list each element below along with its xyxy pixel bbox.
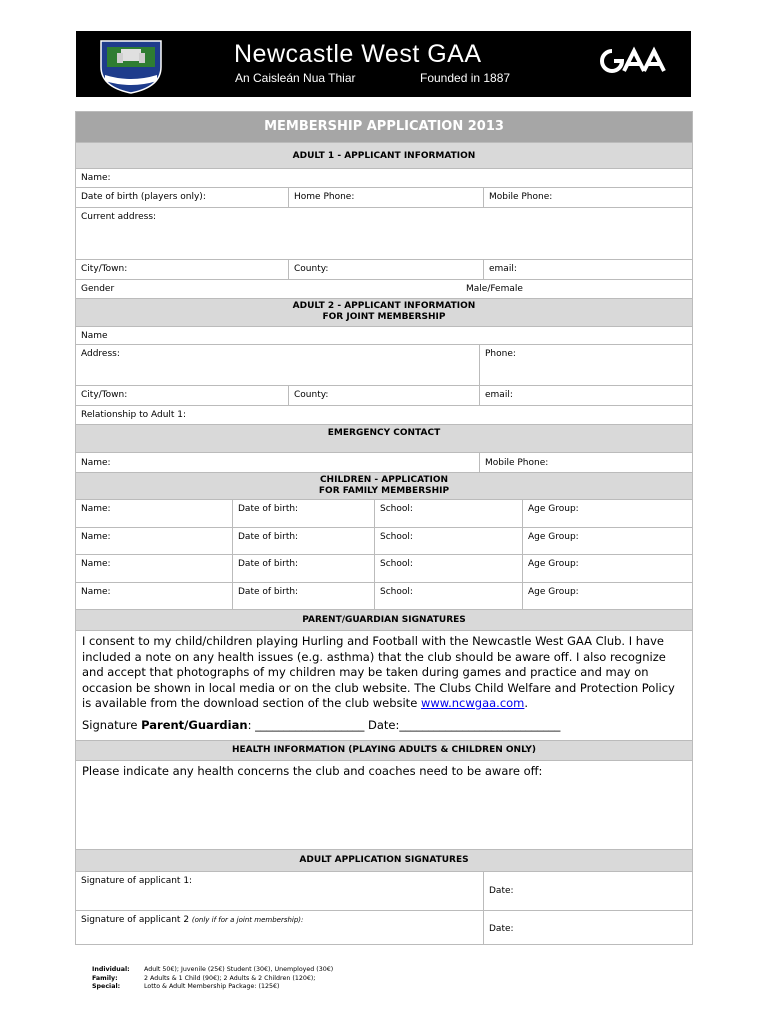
parent-sig-bold: Parent/Guardian <box>141 717 248 732</box>
health-notes-field[interactable] <box>76 760 692 849</box>
parent-sig-prefix: Signature <box>82 717 142 732</box>
adult1-address-row <box>76 207 692 259</box>
child-name-field[interactable]: Name: <box>81 559 111 569</box>
emergency-row <box>76 452 692 472</box>
parent-sig-rest: : ___________________ Date:____________________________ <box>247 717 561 732</box>
child-school-field[interactable]: School: <box>374 583 522 609</box>
section-header-health: HEALTH INFORMATION (PLAYING ADULTS & CHILDREN ONLY) <box>76 740 692 760</box>
child-dob-field[interactable]: Date of birth: <box>232 583 374 609</box>
section-header-adult1: ADULT 1 - APPLICANT INFORMATION <box>76 142 692 168</box>
applicant2-date-field[interactable]: Date: <box>483 911 692 945</box>
club-crest-icon <box>95 37 167 95</box>
adult2-phone-field[interactable]: Phone: <box>479 345 692 385</box>
section-header-signatures: ADULT APPLICATION SIGNATURES <box>76 849 692 871</box>
applicant2-sig-label: Signature of applicant 2 <box>81 915 192 925</box>
adult1-dob-field[interactable]: Date of birth (players only): <box>81 192 206 202</box>
fee-label: Individual: <box>92 966 130 973</box>
adult1-home-phone-field[interactable]: Home Phone: <box>288 188 483 207</box>
fee-line-family <box>92 975 333 984</box>
applicant1-signature-field[interactable]: Signature of applicant 1: <box>81 876 193 886</box>
membership-fees <box>92 966 333 992</box>
child-dob-field[interactable]: Date of birth: <box>232 528 374 554</box>
club-name: Newcastle West GAA <box>234 40 482 68</box>
child-row <box>76 554 692 582</box>
adult1-city-field[interactable]: City/Town: <box>81 264 128 274</box>
adult1-city-row <box>76 259 692 279</box>
child-age-group-field[interactable]: Age Group: <box>522 583 692 609</box>
adult2-header-line1: ADULT 2 - APPLICANT INFORMATION <box>292 301 476 311</box>
header-banner <box>76 31 691 97</box>
child-school-field[interactable]: School: <box>374 500 522 527</box>
child-age-group-field[interactable]: Age Group: <box>522 500 692 527</box>
applicant1-signature-row <box>76 871 692 910</box>
adult2-name-row <box>76 326 692 344</box>
adult2-address-row <box>76 344 692 385</box>
consent-period: . <box>524 696 529 710</box>
child-row <box>76 582 692 609</box>
child-school-field[interactable]: School: <box>374 555 522 582</box>
fee-line-special <box>92 983 333 992</box>
form-title: MEMBERSHIP APPLICATION 2013 <box>76 112 692 142</box>
applicant2-signature-row <box>76 910 692 945</box>
adult2-relationship-field[interactable]: Relationship to Adult 1: <box>81 410 187 420</box>
fee-text: Adult 50€); Juvenile (25€) Student (30€), Unemployed (30€) <box>144 966 334 973</box>
applicant2-signature-field[interactable] <box>76 911 483 945</box>
adult2-county-field[interactable]: County: <box>288 386 479 405</box>
child-dob-field[interactable]: Date of birth: <box>232 555 374 582</box>
adult1-county-field[interactable]: County: <box>288 260 483 279</box>
child-name-field[interactable]: Name: <box>81 504 111 514</box>
section-header-emergency: EMERGENCY CONTACT <box>76 424 692 452</box>
child-row <box>76 527 692 554</box>
club-irish-name: An Caisleán Nua Thiar <box>235 71 356 85</box>
child-age-group-field[interactable]: Age Group: <box>522 555 692 582</box>
applicant1-date-field[interactable]: Date: <box>483 872 692 910</box>
child-row <box>76 499 692 527</box>
children-header-line1: CHILDREN - APPLICATION <box>319 475 449 485</box>
children-header-line2: FOR FAMILY MEMBERSHIP <box>318 486 450 496</box>
consent-paragraph <box>76 630 692 740</box>
adult1-email-field[interactable]: email: <box>483 260 692 279</box>
applicant2-sig-note: (only if for a joint membership): <box>191 916 304 924</box>
adult1-gender-label: Gender <box>81 284 115 294</box>
emergency-mobile-field[interactable]: Mobile Phone: <box>479 453 692 472</box>
adult1-mobile-phone-field[interactable]: Mobile Phone: <box>483 188 692 207</box>
adult1-name-row <box>76 168 692 187</box>
child-school-field[interactable]: School: <box>374 528 522 554</box>
parent-signature-line[interactable] <box>82 718 686 734</box>
section-header-parent: PARENT/GUARDIAN SIGNATURES <box>76 609 692 630</box>
club-website-link[interactable]: www.ncwgaa.com <box>420 696 525 710</box>
adult2-email-field[interactable]: email: <box>479 386 692 405</box>
adult2-city-field[interactable]: City/Town: <box>81 390 128 400</box>
fee-text: Lotto & Adult Membership Package: (125€) <box>144 983 280 990</box>
adult2-header-line2: FOR JOINT MEMBERSHIP <box>322 312 446 322</box>
adult1-gender-options[interactable]: Male/Female <box>466 284 523 294</box>
adult2-city-row <box>76 385 692 405</box>
fee-label: Family: <box>92 974 118 982</box>
adult2-relationship-row <box>76 405 692 424</box>
section-header-adult2 <box>76 298 692 326</box>
adult2-name-field[interactable]: Name <box>81 331 108 341</box>
gaa-logo-icon <box>596 45 674 77</box>
adult1-name-field[interactable]: Name: <box>81 173 111 183</box>
child-name-field[interactable]: Name: <box>81 587 111 597</box>
membership-form <box>75 111 693 945</box>
section-header-children <box>76 472 692 499</box>
emergency-name-field[interactable]: Name: <box>81 458 111 468</box>
child-name-field[interactable]: Name: <box>81 532 111 542</box>
adult2-address-field[interactable]: Address: <box>81 349 120 359</box>
club-founded: Founded in 1887 <box>420 71 511 85</box>
adult1-address-field[interactable]: Current address: <box>81 212 157 222</box>
adult1-gender-row <box>76 279 692 298</box>
consent-text: I consent to my child/children playing Hurling and Football with the Newcastle West GAA Club. I have included a note on any health issues (e.g. asthma) that the club should be aware off. I also recognize and accept that photographs of my children may be taken during games and practice and may on occasion be shown in local media or on the club website. The Clubs Child Welfare and Protection Policy is available from the download section of the club website <box>82 634 675 710</box>
health-prompt: Please indicate any health concerns the club and coaches need to be aware off: <box>82 764 543 778</box>
child-dob-field[interactable]: Date of birth: <box>232 500 374 527</box>
child-age-group-field[interactable]: Age Group: <box>522 528 692 554</box>
fee-line-individual <box>92 966 333 975</box>
fee-label: Special: <box>92 983 121 990</box>
adult1-phone-row <box>76 187 692 207</box>
fee-text: 2 Adults & 1 Child (90€); 2 Adults & 2 Children (120€); <box>144 974 316 982</box>
